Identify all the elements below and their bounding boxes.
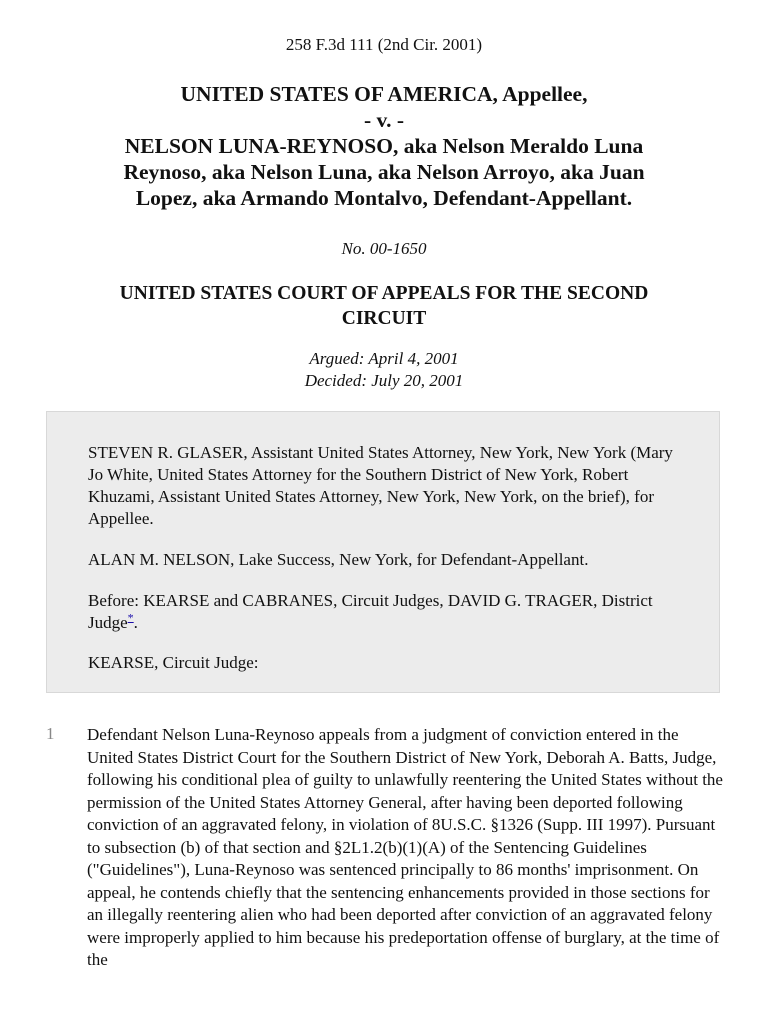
- counsel-panel: [46, 411, 720, 693]
- docket-number: No. 00-1650: [341, 239, 427, 258]
- decided-date: Decided: July 20, 2001: [304, 371, 464, 390]
- judicial-panel: [88, 590, 688, 634]
- appellant-name-line-2: Reynoso, aka Nelson Luna, aka Nelson Arroyo, aka Juan: [123, 160, 645, 184]
- opinion-paragraph: Defendant Nelson Luna-Reynoso appeals from a judgment of conviction entered in the United States District Court for the Southern District of New York, Deborah A. Batts, Judge, following his conditional plea of guilty to unlawfully reentering the United States without the permission of the United States Attorney General, after having been deported following conviction of an aggravated felony, in violation of 8U.S.C. §1326 (Supp. III 1997). Pursuant to subsection (b) of that section and §2L1.2(b)(1)(A) of the Sentencing Guidelines ("Guidelines"), Luna-Reynoso was sentenced principally to 86 months' imprisonment. On appeal, he contends chiefly that the sentencing enhancements provided in those sections for an illegally reentering alien who had been deported after conviction of an aggravated felony were improperly applied to him because his predeportation offense of burglary, at the time of the: [87, 725, 723, 969]
- case-citation: 258 F.3d 111 (2nd Cir. 2001): [285, 35, 483, 54]
- judicial-panel-end: .: [133, 613, 138, 632]
- appellant-name-line-1: NELSON LUNA-REYNOSO, aka Nelson Meraldo Luna: [124, 134, 644, 158]
- case-dates: [0, 348, 768, 392]
- footnote-link[interactable]: *: [127, 610, 134, 625]
- court-name-line-1: UNITED STATES COURT OF APPEALS FOR THE SECOND: [119, 283, 649, 304]
- paragraph-number: 1: [46, 724, 55, 743]
- appellee-name: UNITED STATES OF AMERICA, Appellee,: [180, 82, 588, 106]
- appellee-counsel: STEVEN R. GLASER, Assistant United States Attorney, New York, New York (Mary Jo White, United States Attorney for the Southern District of New York, Robert Khuzami, Assistant United States Attorney, New York, New York, on the brief), for Appellee.: [88, 443, 673, 528]
- appellant-name-line-3: Lopez, aka Armando Montalvo, Defendant-Appellant.: [135, 186, 633, 210]
- argued-date: Argued: April 4, 2001: [309, 349, 459, 368]
- court-name: [60, 281, 708, 331]
- appellant-counsel: ALAN M. NELSON, Lake Success, New York, for Defendant-Appellant.: [88, 550, 589, 569]
- opinion-author: KEARSE, Circuit Judge:: [88, 653, 259, 672]
- judicial-panel-text: Before: KEARSE and CABRANES, Circuit Judges, DAVID G. TRAGER, District Judge: [88, 591, 653, 632]
- court-name-line-2: CIRCUIT: [341, 308, 427, 329]
- versus-line: - v. -: [363, 108, 404, 132]
- case-caption: [40, 81, 728, 211]
